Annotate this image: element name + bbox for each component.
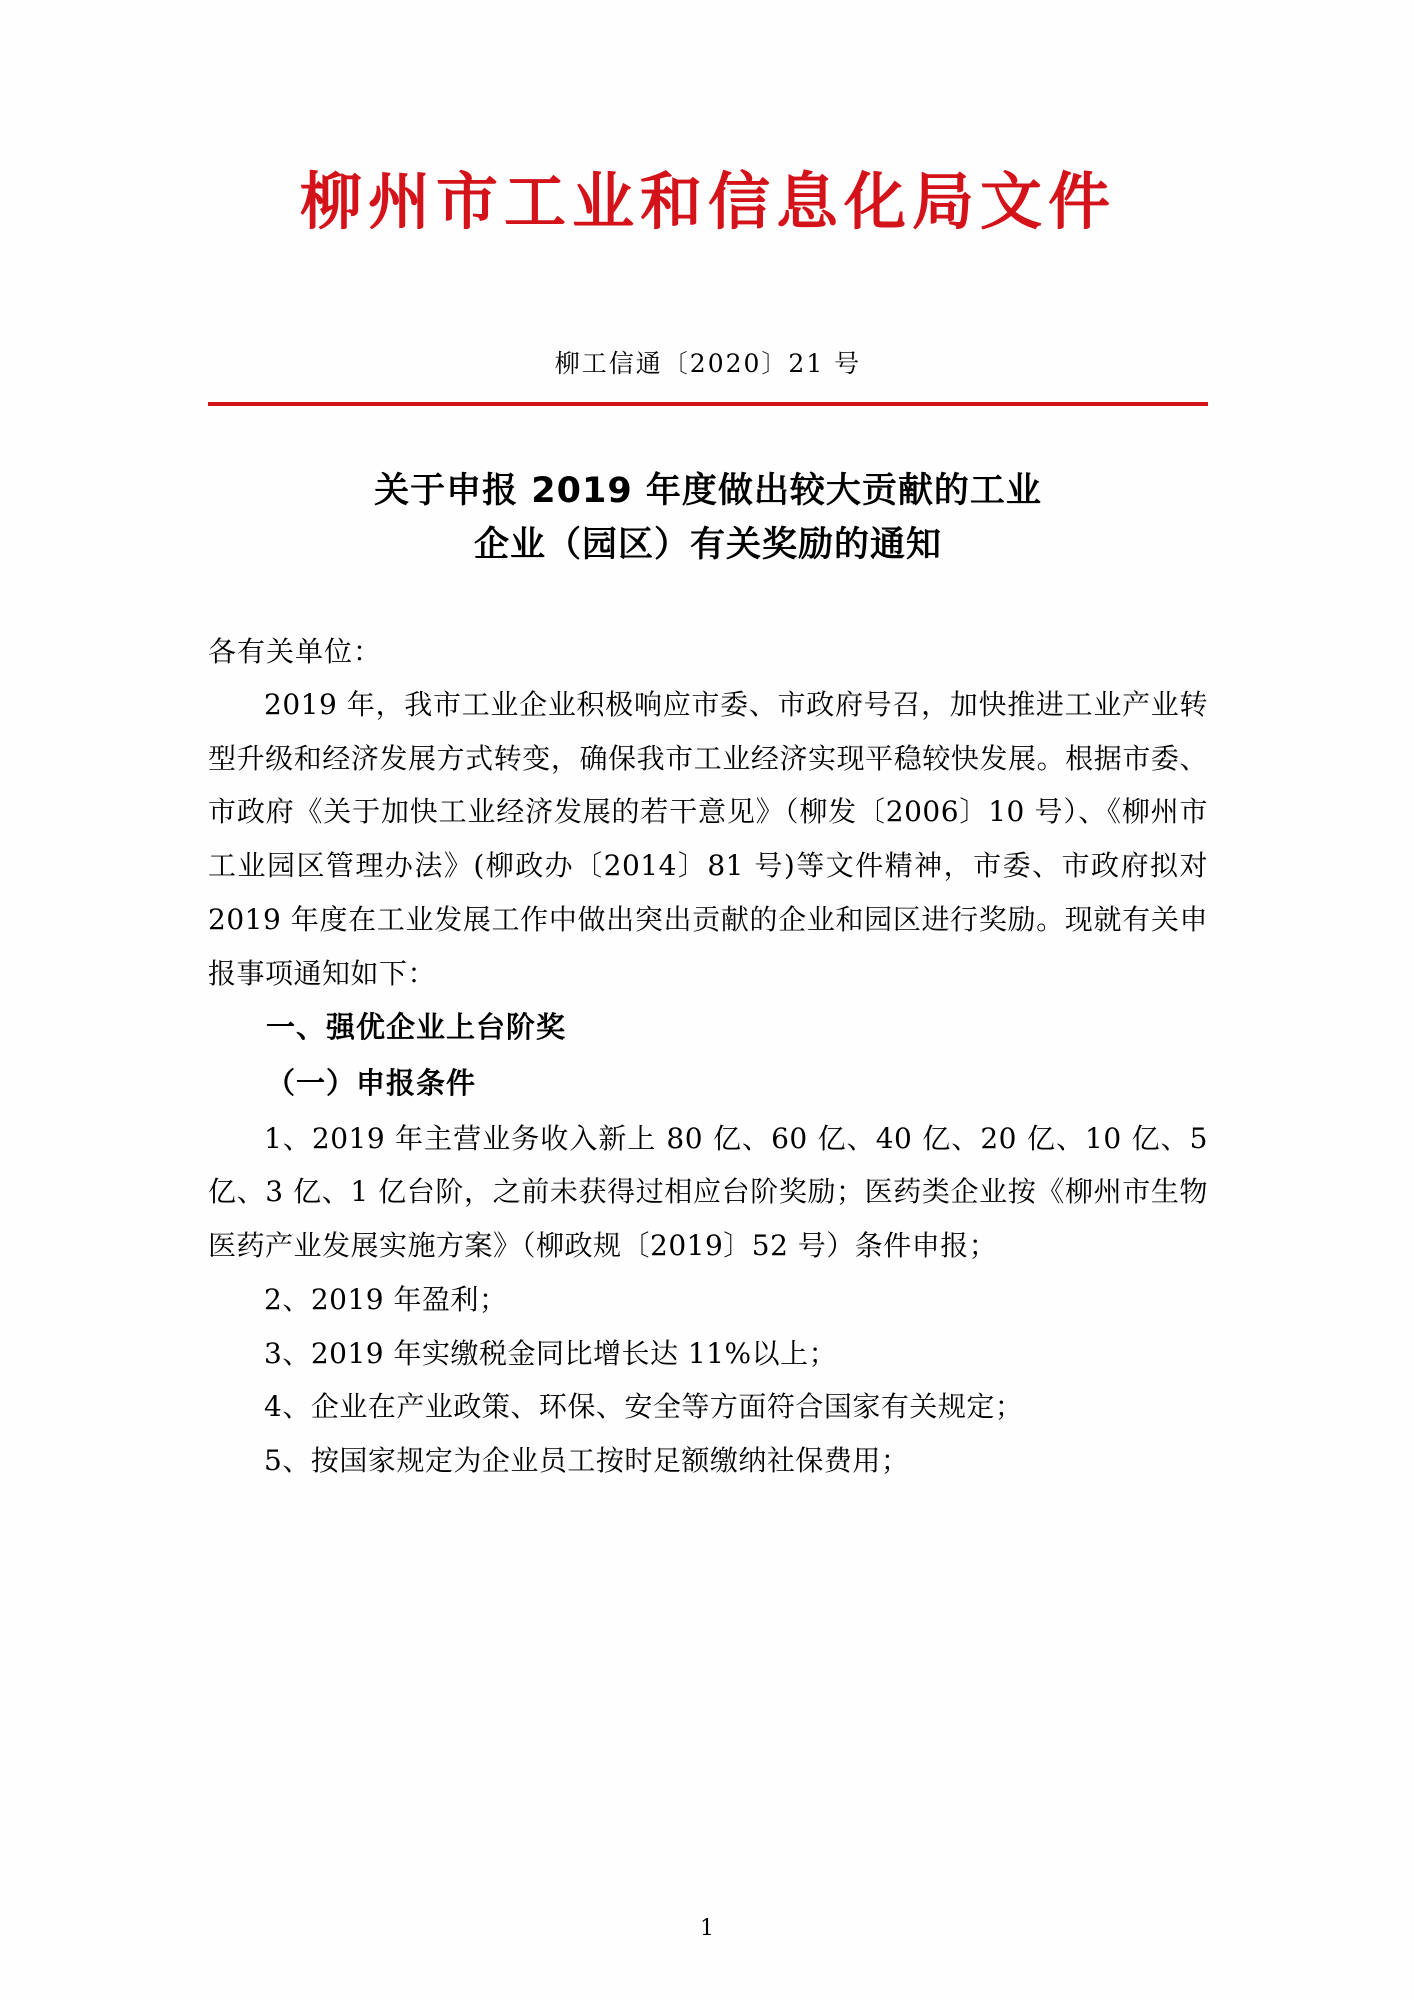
salutation: 各有关单位： xyxy=(208,634,383,668)
body-paragraph-1: 2019 年，我市工业企业积极响应市委、市政府号召，加快推进工业产业转型升级和经济发展方式转变，确保我市工业经济实现平稳较快发展。根据市委、市政府《关于加快工业经济发展的若干意见》（柳发〔2006〕10 号）、《柳州市工业园区管理办法》(柳政办〔2014〕81 号)等文件精神，市委、市政府拟对 2019 年度在工业发展工作中做出突出贡献的企业和园区进行奖励。现就有关申报事项通知如下： xyxy=(208,687,1208,990)
list-item: 1、2019 年主营业务收入新上 80 亿、60 亿、40 亿、20 亿、10 亿、5 亿、3 亿、1 亿台阶，之前未获得过相应台阶奖励；医药类企业按《柳州市生物医药产业发展实施方案》（柳政规〔2019〕52 号）条件申报； xyxy=(208,1121,1208,1263)
list-item: 2、2019 年盈利； xyxy=(264,1282,508,1316)
page-number: 1 xyxy=(700,1916,714,1941)
page-title-line-2: 企业（园区）有关奖励的通知 xyxy=(473,525,942,566)
list-item: 4、企业在产业政策、环保、安全等方面符合国家有关规定； xyxy=(264,1390,1024,1424)
subsection-heading-1: （一）申报条件 xyxy=(266,1066,477,1101)
page-title xyxy=(208,464,1208,573)
document-body xyxy=(208,0,1208,1488)
document-masthead-title: 柳州市工业和信息化局文件 xyxy=(299,165,1116,238)
page-title-line-1: 关于申报 2019 年度做出较大贡献的工业 xyxy=(374,471,1042,512)
document-number: 柳工信通〔2020〕21 号 xyxy=(554,349,862,379)
list-item: 3、2019 年实缴税金同比增长达 11%以上； xyxy=(264,1336,838,1370)
red-divider-rule xyxy=(208,402,1208,406)
list-item: 5、按国家规定为企业员工按时足额缴纳社保费用； xyxy=(264,1444,910,1478)
section-heading-1: 一、强优企业上台阶奖 xyxy=(266,1010,567,1045)
